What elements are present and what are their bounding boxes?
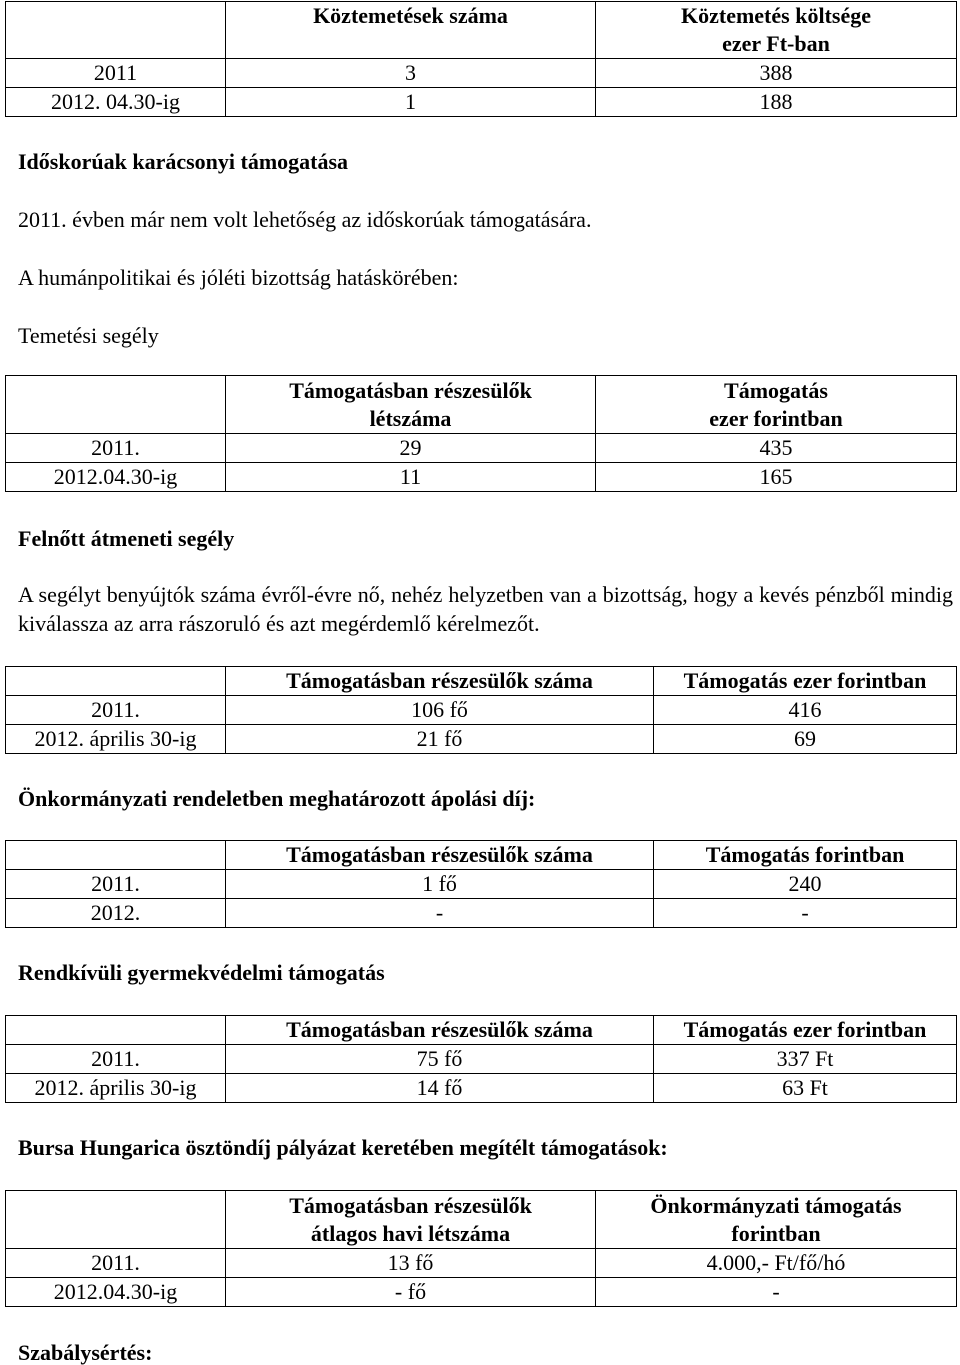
value-cell: 416 — [654, 696, 957, 725]
value-cell: 165 — [596, 463, 957, 492]
count-cell: 21 fő — [226, 725, 654, 754]
column-header-label: Támogatásban részesülők — [289, 1192, 532, 1218]
value-cell: 435 — [596, 434, 957, 463]
column-header — [596, 2, 957, 59]
table-header-row — [6, 1016, 957, 1045]
bursa-hungarica-table — [5, 1190, 957, 1307]
table-corner-cell — [6, 841, 226, 870]
column-header-label: Támogatás — [724, 377, 828, 403]
table-row — [6, 434, 957, 463]
column-header: Támogatás ezer forintban — [654, 667, 957, 696]
count-cell: 29 — [226, 434, 596, 463]
section-title-apolasi: Önkormányzati rendeletben meghatározott ápolási díj: — [18, 786, 536, 811]
table-row — [6, 870, 957, 899]
value-cell: 240 — [654, 870, 957, 899]
column-header: Támogatásban részesülők száma — [226, 667, 654, 696]
temetesi-segely-table — [5, 375, 957, 492]
count-cell: 1 — [226, 88, 596, 117]
column-header-label: létszáma — [369, 405, 452, 431]
column-header: Támogatásban részesülők száma — [226, 1016, 654, 1045]
column-header-label: ezer forintban — [709, 405, 843, 431]
table-corner-cell — [6, 1016, 226, 1045]
koztemetes-table — [5, 1, 957, 117]
column-header-label: átlagos havi létszáma — [310, 1220, 511, 1246]
value-cell: 63 Ft — [654, 1074, 957, 1103]
count-cell: 11 — [226, 463, 596, 492]
year-cell: 2012. 04.30-ig — [6, 88, 226, 117]
table-row — [6, 1249, 957, 1278]
paragraph-karacsony: 2011. évben már nem volt lehetőség az időskorúak támogatására. — [18, 207, 592, 232]
count-cell: 14 fő — [226, 1074, 654, 1103]
count-cell: - — [226, 899, 654, 928]
table-header-row — [6, 667, 957, 696]
table-corner-cell — [6, 2, 226, 59]
value-cell: 337 Ft — [654, 1045, 957, 1074]
column-header-label: Támogatásban részesülők — [289, 377, 532, 403]
section-title-szabalysertes: Szabálysértés: — [18, 1340, 153, 1365]
table-corner-cell — [6, 667, 226, 696]
table-corner-cell — [6, 376, 226, 434]
value-cell: 388 — [596, 59, 957, 88]
table-row — [6, 899, 957, 928]
column-header-label: Köztemetések száma — [313, 3, 508, 28]
count-cell: 3 — [226, 59, 596, 88]
year-cell: 2012. — [6, 899, 226, 928]
section-title-karacsony: Időskorúak karácsonyi támogatása — [18, 149, 349, 174]
column-header — [226, 1191, 596, 1249]
year-cell: 2011. — [6, 434, 226, 463]
section-title-gyermekvedelmi: Rendkívüli gyermekvédelmi támogatás — [18, 960, 385, 985]
column-header — [226, 376, 596, 434]
value-cell: - — [654, 899, 957, 928]
year-cell: 2011. — [6, 870, 226, 899]
column-header-label: ezer Ft-ban — [722, 31, 830, 56]
count-cell: 106 fő — [226, 696, 654, 725]
table-row — [6, 1074, 957, 1103]
table-header-row — [6, 2, 957, 59]
table-row — [6, 696, 957, 725]
table-row — [6, 59, 957, 88]
column-header: Támogatás forintban — [654, 841, 957, 870]
year-cell: 2012.04.30-ig — [6, 1278, 226, 1307]
table-header-row — [6, 376, 957, 434]
paragraph-felnott: A segélyt benyújtók száma évről-évre nő, nehéz helyzetben van a bizottság, hogy a kevés pénzből mindig kiválassza az arra rászoruló és azt megérdemlő kérelmezőt. — [18, 582, 953, 636]
table-row — [6, 1045, 957, 1074]
value-cell: - — [596, 1278, 957, 1307]
year-cell: 2011. — [6, 1045, 226, 1074]
column-header — [226, 2, 596, 59]
count-cell: 13 fő — [226, 1249, 596, 1278]
column-header — [596, 376, 957, 434]
value-cell: 69 — [654, 725, 957, 754]
paragraph-humanpolitikai: A humánpolitikai és jóléti bizottság hatáskörében: — [18, 265, 459, 290]
table-row — [6, 725, 957, 754]
table-row — [6, 1278, 957, 1307]
year-cell: 2011. — [6, 1249, 226, 1278]
value-cell: 188 — [596, 88, 957, 117]
table-corner-cell — [6, 1191, 226, 1249]
table-row — [6, 88, 957, 117]
column-header-label: forintban — [731, 1220, 821, 1246]
column-header-label: Önkormányzati támogatás — [650, 1192, 902, 1218]
count-cell: 1 fő — [226, 870, 654, 899]
count-cell: 75 fő — [226, 1045, 654, 1074]
year-cell: 2011. — [6, 696, 226, 725]
year-cell: 2012. április 30-ig — [6, 725, 226, 754]
count-cell: - fő — [226, 1278, 596, 1307]
column-header: Támogatás ezer forintban — [654, 1016, 957, 1045]
year-cell: 2012.04.30-ig — [6, 463, 226, 492]
year-cell: 2012. április 30-ig — [6, 1074, 226, 1103]
section-title-temetesi: Temetési segély — [18, 323, 159, 348]
year-cell: 2011 — [6, 59, 226, 88]
table-header-row — [6, 1191, 957, 1249]
column-header-label: Köztemetés költsége — [681, 3, 871, 28]
section-title-felnott: Felnőtt átmeneti segély — [18, 526, 235, 551]
gyermekvedelmi-table — [5, 1015, 957, 1103]
column-header — [596, 1191, 957, 1249]
section-title-bursa: Bursa Hungarica ösztöndíj pályázat keretében megítélt támogatások: — [18, 1135, 668, 1160]
felnott-segely-table — [5, 666, 957, 754]
column-header: Támogatásban részesülők száma — [226, 841, 654, 870]
table-row — [6, 463, 957, 492]
value-cell: 4.000,- Ft/fő/hó — [596, 1249, 957, 1278]
table-header-row — [6, 841, 957, 870]
apolasi-dij-table — [5, 840, 957, 928]
